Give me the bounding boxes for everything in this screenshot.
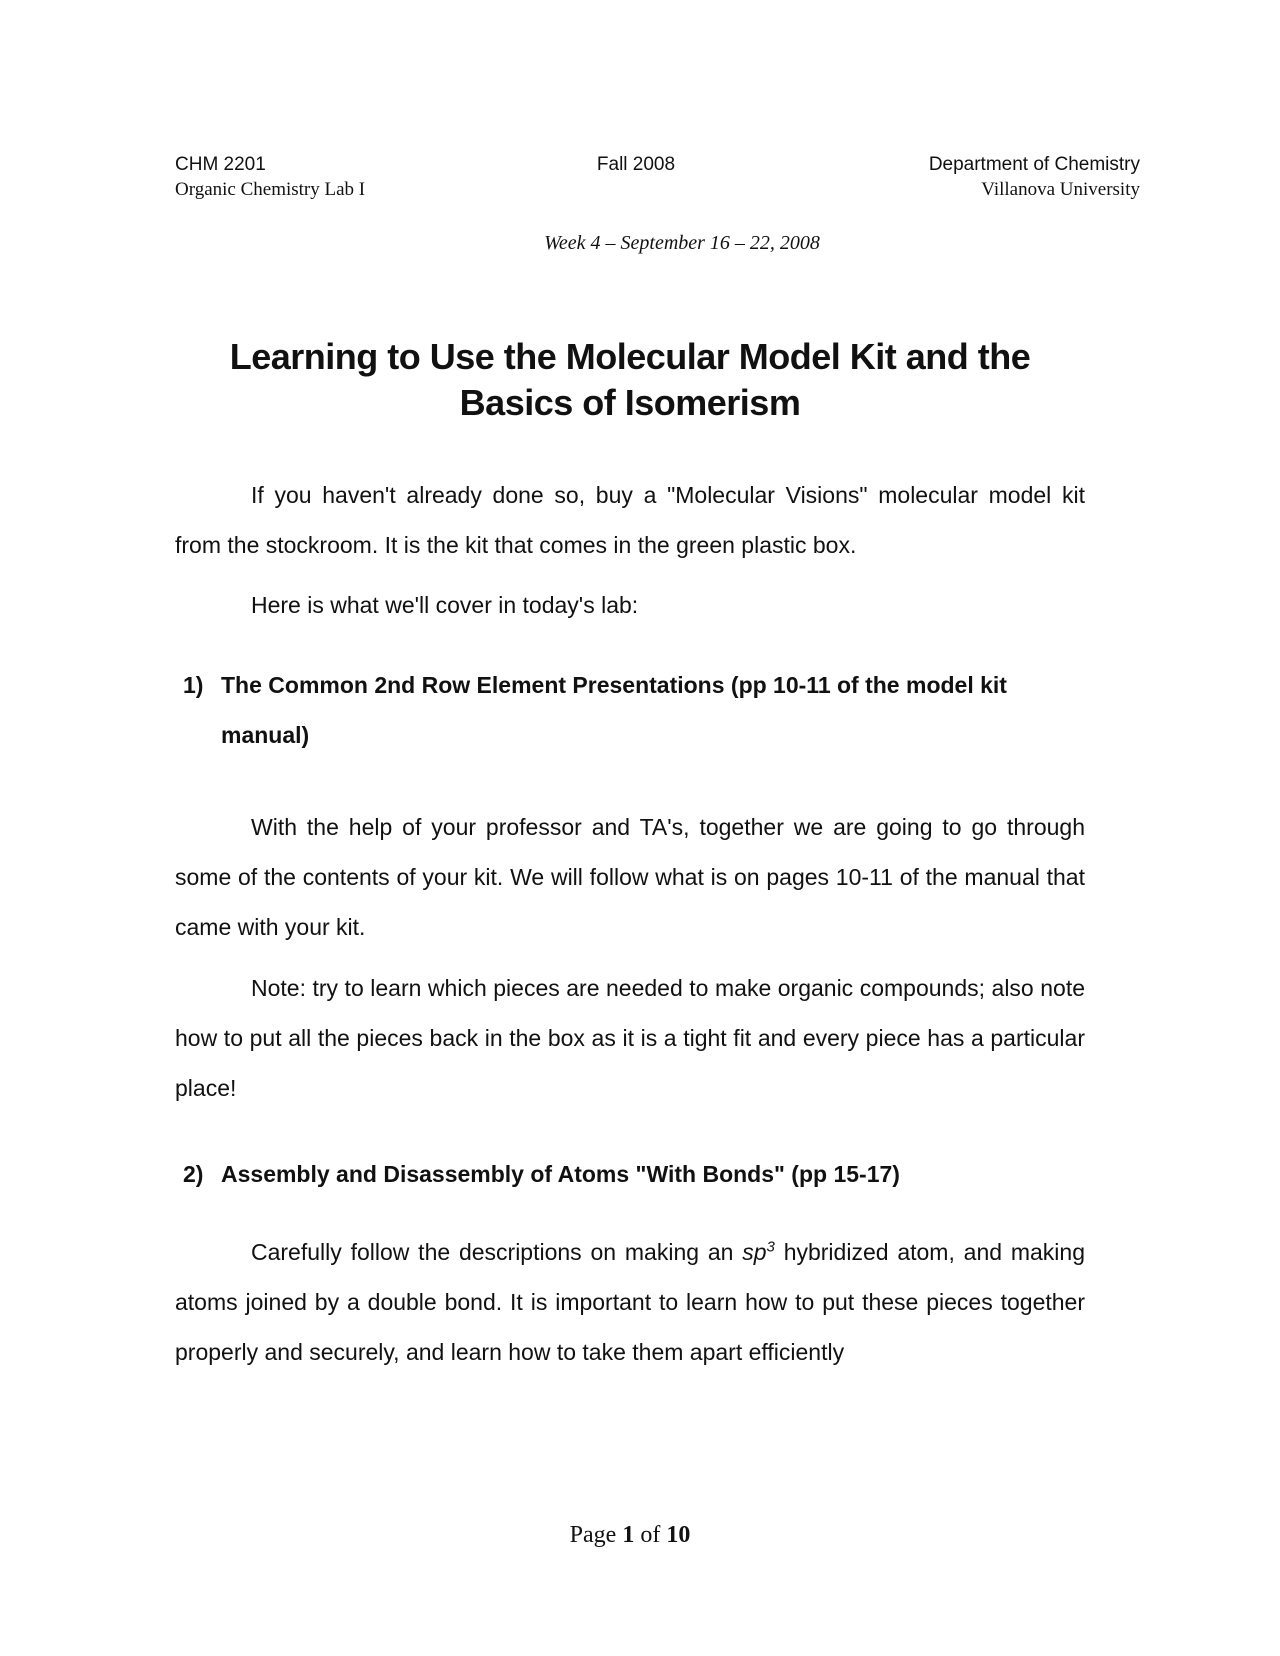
course-name: Organic Chemistry Lab I [175,179,366,200]
page-total: 10 [666,1522,691,1548]
title-line-2: Basics of Isomerism [459,382,801,423]
week-line: Week 4 – September 16 – 22, 2008 [544,232,820,254]
section-2-heading [175,1149,1085,1199]
section-1-paragraph-2: Note: try to learn which pieces are needed to make organic compounds; also note how to put all the pieces back in the box as it is a tight fit and every piece has a particular place! [175,975,1085,1101]
section-2-text-after: hybridized atom, and making atoms joined by a double bond. It is important to learn how to put these pieces together properly and securely, and learn how to take them apart efficiently [175,1239,1085,1365]
sp-superscript: 3 [766,1238,775,1256]
sp-base: sp [742,1239,767,1265]
section-2-number: 2) [183,1161,204,1187]
intro-paragraph: If you haven't already done so, buy a "Molecular Visions" molecular model kit from the stockroom. It is the kit that comes in the green plastic box. [175,482,1085,558]
page-current: 1 [622,1522,635,1548]
sp-term [742,1239,775,1265]
course-code: CHM 2201 [175,154,266,175]
department: Department of Chemistry [928,154,1140,175]
page-word: Page [569,1522,617,1548]
intro-coverage-line: Here is what we'll cover in today's lab: [251,592,639,618]
page-title [0,334,1260,426]
section-1-heading [175,660,1085,760]
section-1-title: The Common 2nd Row Element Presentations (pp 10-11 of the model kit manual) [221,672,1007,748]
title-line-1: Learning to Use the Molecular Model Kit and the [229,336,1031,377]
section-1-number: 1) [183,672,204,698]
section-1-paragraph-1: With the help of your professor and TA's, together we are going to go through some of the contents of your kit. We will follow what is on pages 10-11 of the manual that came with your kit. [175,814,1085,940]
university: Villanova University [981,179,1140,200]
section-2-title: Assembly and Disassembly of Atoms "With Bonds" (pp 15-17) [221,1161,900,1187]
of-word: of [640,1522,661,1548]
term: Fall 2008 [596,154,676,175]
page-footer [0,1522,1260,1549]
section-2-text-before: Carefully follow the descriptions on making an [251,1239,734,1265]
section-2-paragraph [175,1227,1085,1377]
